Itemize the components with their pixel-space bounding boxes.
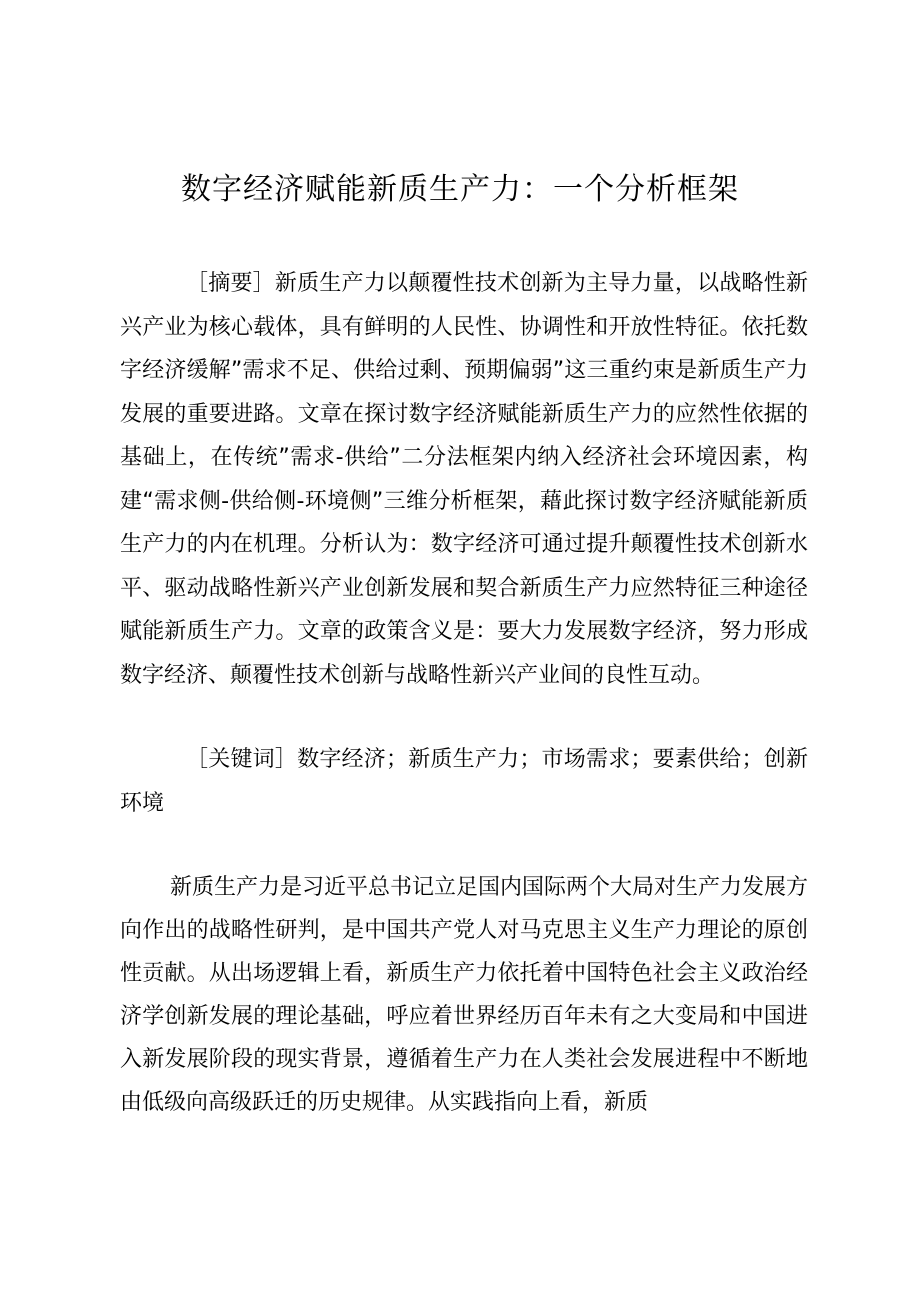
document-title: 数字经济赋能新质生产力：一个分析框架 bbox=[181, 172, 739, 207]
keywords-text: 数字经济；新质生产力；市场需求；要素供给；创新环境 bbox=[120, 747, 808, 816]
abstract-text: 新质生产力以颠覆性技术创新为主导力量，以战略性新兴产业为核心载体，具有鲜明的人民性、协调性和开放性特征。依托数字经济缓解”需求不足、供给过剩、预期偏弱”这三重约束是新质生产力发展的重要进路。文章在探讨数字经济赋能新质生产力的应然性依据的基础上，在传统”需求-供给”二分法框架内纳入经济社会环境因素，构建“需求侧-供给侧-环境侧”三维分析框架，藉此探讨数字经济赋能新质生产力的内在机理。分析认为：数字经济可通过提升颠覆性技术创新水平、驱动战略性新兴产业创新发展和契合新质生产力应然特征三种途径赋能新质生产力。文章的政策含义是：要大力发展数字经济，努力形成数字经济、颠覆性技术创新与战略性新兴产业间的良性互动。 bbox=[120, 271, 808, 688]
keywords-paragraph bbox=[120, 738, 808, 825]
abstract-paragraph bbox=[120, 262, 808, 697]
keywords-label: ［关键词］ bbox=[186, 747, 298, 772]
body-paragraph: 新质生产力是习近平总书记立足国内国际两个大局对生产力发展方向作出的战略性研判，是中国共产党人对马克思主义生产力理论的原创性贡献。从出场逻辑上看，新质生产力依托着中国特色社会主义政治经济学创新发展的理论基础，呼应着世界经历百年未有之大变局和中国进入新发展阶段的现实背景，遵循着生产力在人类社会发展进程中不断地由低级向高级跃迁的历史规律。从实践指向上看，新质 bbox=[120, 875, 809, 1115]
abstract-label: ［摘要］ bbox=[186, 271, 275, 296]
